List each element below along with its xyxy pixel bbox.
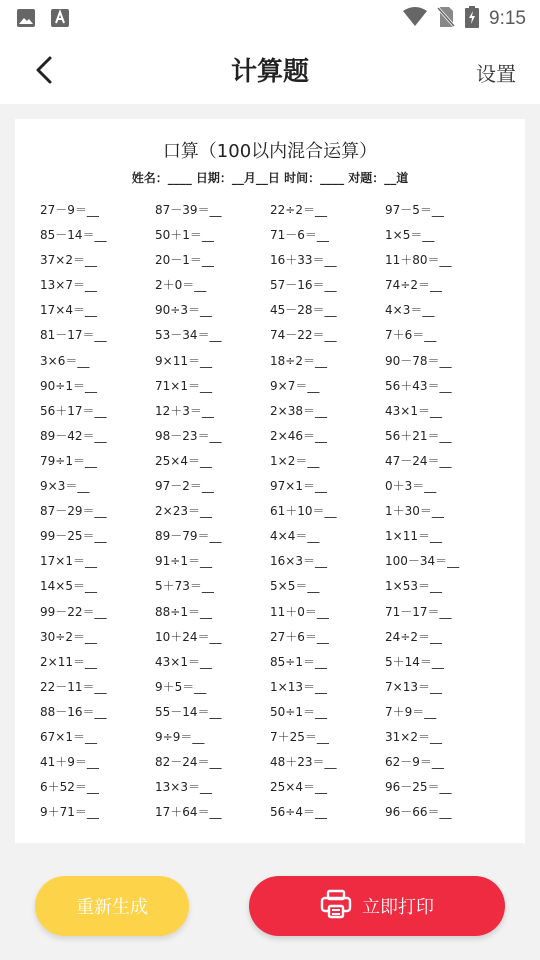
problem-row [40,502,510,527]
problem-cell: 17＋64＝__ [155,805,222,820]
problem-cell: 91÷1＝__ [155,554,212,569]
problem-grid [40,201,510,828]
problem-row [40,628,510,653]
problem-row [40,577,510,602]
problem-cell: 90÷3＝__ [155,303,212,318]
problem-cell: 74÷2＝__ [385,278,442,293]
problem-cell: 6＋52＝__ [40,780,99,795]
problem-cell: 47－24＝__ [385,453,452,468]
problem-cell: 37×2＝__ [40,253,97,268]
problem-cell: 67×1＝__ [40,729,97,744]
problem-cell: 13×7＝__ [40,278,97,293]
problem-cell: 97×1＝__ [270,479,327,494]
status-bar [0,0,540,36]
problem-row [40,728,510,753]
problem-row [40,552,510,577]
no-sim-icon [437,6,455,32]
regenerate-button[interactable] [35,876,189,936]
problem-cell: 45－28＝__ [270,303,337,318]
problem-cell: 98－23＝__ [155,428,222,443]
problem-row [40,352,510,377]
problem-cell: 55－14＝__ [155,704,222,719]
problem-cell: 90÷1＝__ [40,378,97,393]
app-header [0,36,540,104]
problem-cell: 56＋17＝__ [40,403,107,418]
problem-cell: 89－42＝__ [40,428,107,443]
problem-cell: 7＋6＝__ [385,328,437,343]
problem-row [40,377,510,402]
printer-icon [320,889,352,924]
problem-cell: 1×13＝__ [270,679,327,694]
worksheet-title: 口算（100以内混合运算） [162,141,378,162]
settings-button[interactable]: 设置 [476,62,516,86]
problem-cell: 87－39＝__ [155,203,222,217]
problem-cell: 13×3＝__ [155,780,212,795]
problem-row [40,301,510,326]
problem-cell: 9×3＝__ [40,479,90,494]
problem-cell: 20－1＝__ [155,253,214,268]
worksheet-info-line: 姓名：____ 日期：__月__日 时间：____ 对题：__道 [131,171,409,185]
problem-cell: 7×13＝__ [385,679,442,694]
problem-cell: 5×5＝__ [270,579,320,594]
problem-cell: 7＋9＝__ [385,704,437,719]
problem-cell: 22－11＝__ [40,679,107,694]
problem-cell: 14×5＝__ [40,579,97,594]
problem-cell: 31×2＝__ [385,729,442,744]
problem-cell: 17×1＝__ [40,554,97,569]
problem-cell: 9×7＝__ [270,378,320,393]
problem-row [40,427,510,452]
problem-cell: 4×4＝__ [270,529,320,544]
problem-cell: 7＋25＝__ [270,729,329,744]
image-icon [16,8,36,28]
status-time: 9:15 [489,8,526,29]
problem-cell: 74－22＝__ [270,328,337,343]
problem-cell: 27－9＝__ [40,203,99,217]
problem-row [40,226,510,251]
problem-cell: 97－5＝__ [385,203,444,217]
battery-charging-icon [465,6,479,32]
problem-row [40,201,510,226]
problem-cell: 89－79＝__ [155,529,222,544]
problem-cell: 5＋73＝__ [155,579,214,594]
problem-row [40,603,510,628]
problem-cell: 90－78＝__ [385,353,452,368]
problem-cell: 57－16＝__ [270,278,337,293]
problem-cell: 11＋0＝__ [270,604,329,619]
problem-cell: 4×3＝__ [385,303,435,318]
problem-cell: 1×2＝__ [270,453,320,468]
problem-cell: 43×1＝__ [155,654,212,669]
problem-row [40,778,510,803]
problem-cell: 99－25＝__ [40,529,107,544]
problem-cell: 56＋43＝__ [385,378,452,393]
problem-cell: 2＋0＝__ [155,278,207,293]
problem-cell: 1＋30＝__ [385,504,444,519]
problem-cell: 50＋1＝__ [155,228,214,243]
problem-cell: 2×46＝__ [270,428,327,443]
problem-cell: 12＋3＝__ [155,403,214,418]
problem-cell: 10＋24＝__ [155,629,222,644]
problem-row [40,803,510,828]
problem-cell: 3×6＝__ [40,353,90,368]
problem-cell: 62－9＝__ [385,755,444,770]
problem-cell: 82－24＝__ [155,755,222,770]
problem-cell: 0＋3＝__ [385,479,437,494]
problem-cell: 25×4＝__ [155,453,212,468]
problem-cell: 61＋10＝__ [270,504,337,519]
problem-cell: 18÷2＝__ [270,353,327,368]
problem-cell: 9×11＝__ [155,353,212,368]
problem-cell: 9÷9＝__ [155,729,205,744]
problem-cell: 85÷1＝__ [270,654,327,669]
problem-cell: 100－34＝__ [385,554,460,569]
problem-cell: 87－29＝__ [40,504,107,519]
problem-cell: 16＋33＝__ [270,253,337,268]
problem-cell: 17×4＝__ [40,303,97,318]
problem-row [40,753,510,778]
print-label: 立即打印 [362,897,434,918]
problem-row [40,678,510,703]
problem-cell: 88－16＝__ [40,704,107,719]
problem-cell: 56＋21＝__ [385,428,452,443]
problem-cell: 71－17＝__ [385,604,452,619]
problem-cell: 11＋80＝__ [385,253,452,268]
problem-cell: 2×11＝__ [40,654,97,669]
problem-cell: 48＋23＝__ [270,755,337,770]
problem-row [40,527,510,552]
problem-cell: 97－2＝__ [155,479,214,494]
problem-cell: 9＋5＝__ [155,679,207,694]
problem-row [40,653,510,678]
problem-cell: 56÷4＝__ [270,805,327,820]
page-title: 计算题 [230,57,309,87]
problem-cell: 53－34＝__ [155,328,222,343]
problem-cell: 43×1＝__ [385,403,442,418]
problem-cell: 71－6＝__ [270,228,329,243]
problem-row [40,326,510,351]
problem-cell: 85－14＝__ [40,228,107,243]
problem-cell: 41＋9＝__ [40,755,99,770]
problem-cell: 16×3＝__ [270,554,327,569]
problem-cell: 81－17＝__ [40,328,107,343]
problem-row [40,703,510,728]
problem-cell: 2×38＝__ [270,403,327,418]
problem-cell: 88÷1＝__ [155,604,212,619]
problem-cell: 71×1＝__ [155,378,212,393]
problem-row [40,477,510,502]
problem-cell: 2×23＝__ [155,504,212,519]
problem-cell: 96－25＝__ [385,780,452,795]
problem-cell: 24÷2＝__ [385,629,442,644]
print-button[interactable] [249,876,505,936]
problem-cell: 22÷2＝__ [270,203,327,217]
problem-row [40,452,510,477]
problem-cell: 25×4＝__ [270,780,327,795]
problem-cell: 1×5＝__ [385,228,435,243]
problem-row [40,251,510,276]
wifi-icon [403,7,427,31]
worksheet [15,119,525,843]
problem-cell: 5＋14＝__ [385,654,444,669]
problem-cell: 96－66＝__ [385,805,452,820]
problem-cell: 30÷2＝__ [40,629,97,644]
problem-cell: 1×53＝__ [385,579,442,594]
problem-cell: 99－22＝__ [40,604,107,619]
bottom-action-bar [0,843,540,960]
problem-cell: 27＋6＝__ [270,629,329,644]
problem-cell: 79÷1＝__ [40,453,97,468]
problem-row [40,276,510,301]
problem-cell: 1×11＝__ [385,529,442,544]
problem-cell: 50÷1＝__ [270,704,327,719]
text-a-icon [50,8,70,28]
regenerate-label: 重新生成 [76,897,148,918]
problem-cell: 9＋71＝__ [40,805,99,820]
problem-row [40,402,510,427]
